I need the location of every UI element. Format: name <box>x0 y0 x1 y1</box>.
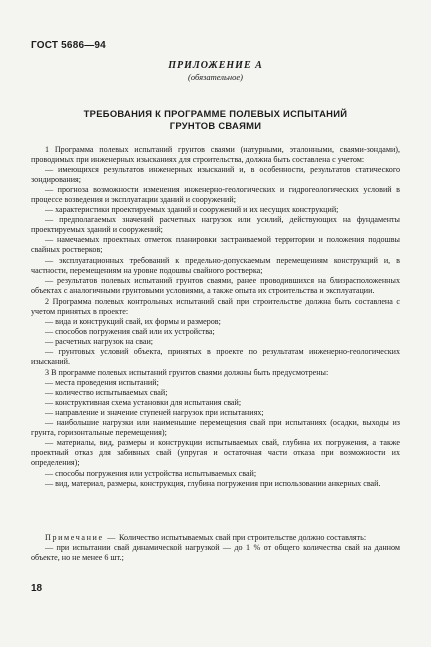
list-item: — характеристики проектируемых зданий и сооружений и их несущих конструкций; <box>45 205 339 215</box>
list-item: — имеющихся результатов инженерных изысканий и, в особенности, результатов статического зондирования; <box>31 165 400 185</box>
list-item: — вида и конструкций свай, их формы и размеров; <box>45 316 221 326</box>
list-item: — наибольшие нагрузки или наименьшие перемещения свай при испытаниях (осадки, выходы из грунта, горизонтальные перемещения); <box>31 418 400 438</box>
list-item: — количество испытываемых свай; <box>45 388 168 398</box>
title-line-2: ГРУНТОВ СВАЯМИ <box>169 120 262 131</box>
note-label: Примечание — <box>45 533 117 542</box>
list-item: — предполагаемых значений расчетных нагрузок или усилий, действующих на фундаменты проектируемых зданий и сооружений; <box>31 215 400 235</box>
list-item: — способов погружения свай или их устройства; <box>45 326 215 336</box>
note-paragraph <box>31 533 400 543</box>
paragraph-1: 1 Программа полевых испытаний грунтов сваями (натурными, эталонными, сваями-зондами), проводимых при инженерных изысканиях для строительства, должна быть составлена с учетом: <box>31 145 400 165</box>
list-item: — конструктивная схема установки для испытания свай; <box>45 398 242 408</box>
appendix-label: ПРИЛОЖЕНИЕ А <box>168 60 263 71</box>
list-item: — расчетных нагрузок на сваи; <box>45 336 154 346</box>
list-item: — вид, материал, размеры, конструкция, глубина погружения при использовании анкерных свай. <box>45 478 381 488</box>
appendix-status: (обязательное) <box>188 72 243 82</box>
document-code: ГОСТ 5686—94 <box>31 40 106 51</box>
list-item: — грунтовых условий объекта, принятых в проекте по результатам инженерно-геологических изысканий. <box>31 346 400 366</box>
list-item: — прогноза возможности изменения инженерно-геологических и гидрогеологических условий в процессе возведения и эксплуатации зданий и сооружений; <box>31 185 400 205</box>
list-item: — намечаемых проектных отметок планировки застраиваемой территории и положения подошвы свайных ростверков; <box>31 235 400 255</box>
list-item: — результатов полевых испытаний грунтов сваями, ранее проводившихся на близрасположенных объектах с аналогичными грунтовыми условиями, а также опыта их строительства и эксплуатации. <box>31 275 400 295</box>
page-number: 18 <box>31 583 43 594</box>
paragraph-3: 3 В программе полевых испытаний грунтов сваями должны быть предусмотрены: <box>45 368 329 378</box>
note-item: — при испытании свай динамической нагрузкой — до 1 % от общего количества свай на данном объекте, но не менее 6 шт.; <box>31 543 400 563</box>
paragraph-2: 2 Программа полевых контрольных испытаний свай при строительстве должна быть составлена с учетом принятых в проекте: <box>31 296 400 316</box>
list-item: — способы погружения или устройства испытываемых свай; <box>45 468 257 478</box>
note-text: Количество испытываемых свай при строительстве должно составлять: <box>116 533 367 542</box>
body-text <box>31 145 400 489</box>
list-item: — материалы, вид, размеры и конструкции испытываемых свай, глубина их погружения, а также проектный отказ для забивных свай (упругая и остаточная части отказа при возможности их определения); <box>31 438 400 468</box>
list-item: — эксплуатационных требований к предельно-допускаемым перемещениям конструкций и, в частности, перемещениям на уровне подошвы свайного ростверка; <box>31 255 400 275</box>
list-item: — места проведения испытаний; <box>45 378 159 388</box>
section-title <box>40 108 391 132</box>
note-block <box>31 533 400 563</box>
title-line-1: ТРЕБОВАНИЯ К ПРОГРАММЕ ПОЛЕВЫХ ИСПЫТАНИЙ <box>83 108 348 119</box>
list-item: — направление и значение ступеней нагрузок при испытаниях; <box>45 408 264 418</box>
